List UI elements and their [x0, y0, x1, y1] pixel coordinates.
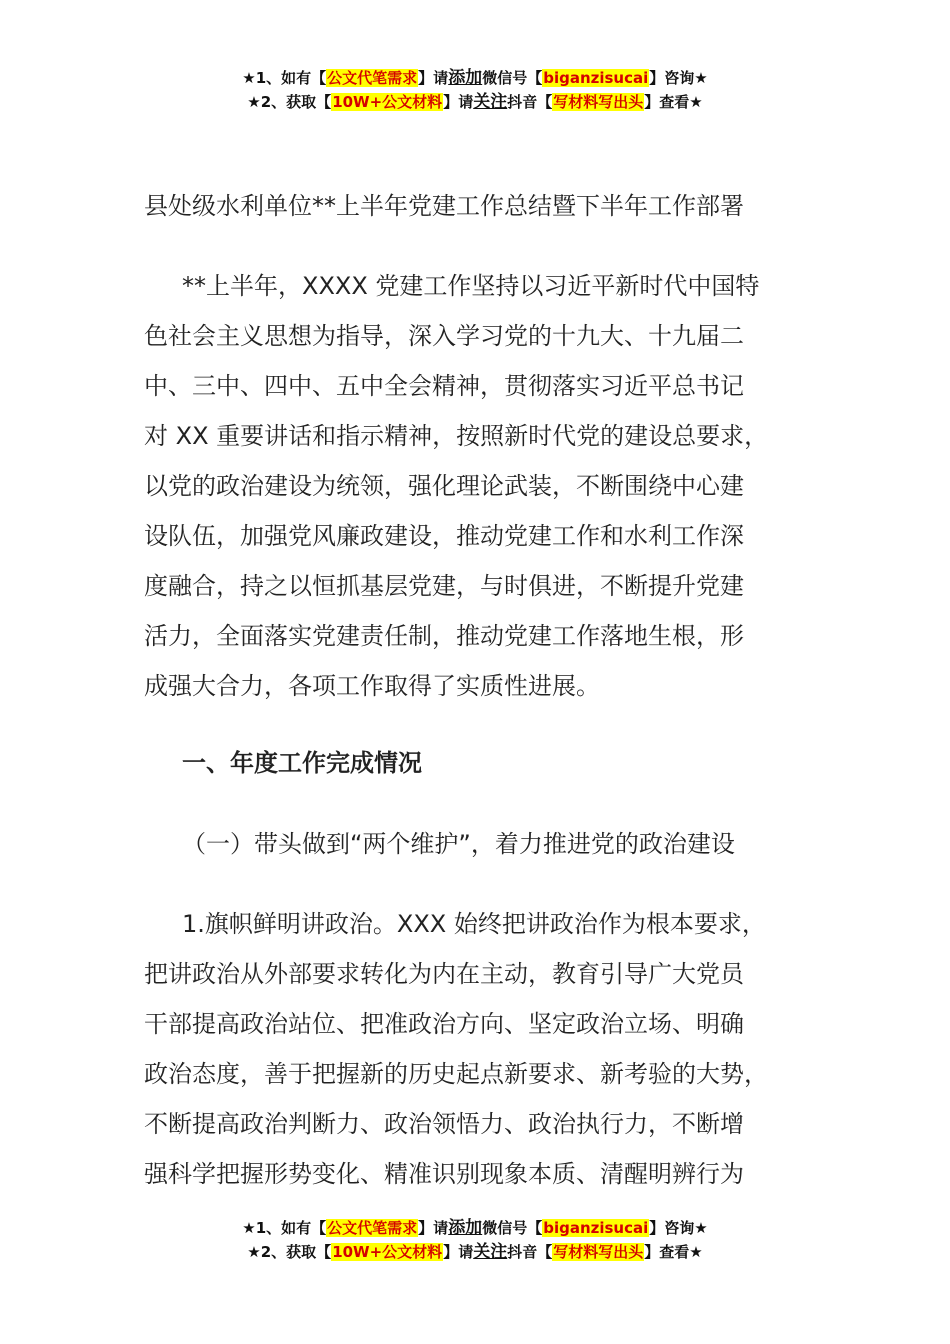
paragraph-line: **上半年，XXXX 党建工作坚持以习近平新时代中国特 [182, 272, 760, 300]
banner-text: ★2、获取【 [247, 93, 332, 111]
banner-highlight-douyin: 写材料写出头 [553, 93, 644, 111]
banner-text: 】请 [443, 1243, 474, 1261]
banner-text: 抖音【 [507, 93, 553, 111]
banner-text: 抖音【 [507, 1243, 553, 1261]
paragraph-line: 色社会主义思想为指导，深入学习党的十九大、十九届二 [144, 322, 744, 350]
banner-text: 】查看★ [644, 93, 703, 111]
banner-text: ★2、获取【 [247, 1243, 332, 1261]
paragraph-line: 不断提高政治判断力、政治领悟力、政治执行力，不断增 [144, 1110, 744, 1138]
banner-underlined-text: 关注 [473, 1242, 508, 1262]
paragraph-line: 政治态度，善于把握新的历史起点新要求、新考验的大势， [144, 1060, 768, 1088]
banner-highlight-service: 公文代笔需求 [327, 69, 418, 87]
banner-underlined-text: 添加 [448, 1218, 483, 1238]
section-heading: 一、年度工作完成情况 [182, 749, 422, 777]
banner-underlined-text: 添加 [448, 68, 483, 88]
banner-underlined-text: 关注 [473, 92, 508, 112]
paragraph-line: 对 XX 重要讲话和指示精神，按照新时代党的建设总要求， [144, 422, 769, 450]
banner-line-1 [0, 66, 950, 90]
banner-line-2 [0, 1240, 950, 1264]
intro-paragraph [144, 261, 806, 711]
banner-text: 】请 [418, 1219, 449, 1237]
paragraph-line: 1.旗帜鲜明讲政治。XXX 始终把讲政治作为根本要求， [182, 910, 766, 938]
banner-line-2 [0, 90, 950, 114]
paragraph-line: 以党的政治建设为统领，强化理论武装，不断围绕中心建 [144, 472, 744, 500]
paragraph-line: 度融合，持之以恒抓基层党建，与时俱进，不断提升党建 [144, 572, 744, 600]
paragraph-line: 成强大合力，各项工作取得了实质性进展。 [144, 672, 600, 700]
banner-highlight-douyin: 写材料写出头 [553, 1243, 644, 1261]
banner-text: 】请 [443, 93, 474, 111]
paragraph-line: 设队伍，加强党风廉政建设，推动党建工作和水利工作深 [144, 522, 744, 550]
banner-highlight-wechat-id: biganzisucai [543, 69, 649, 87]
item-paragraph [144, 899, 806, 1199]
paragraph-line: 中、三中、四中、五中全会精神，贯彻落实习近平总书记 [144, 372, 744, 400]
banner-text: ★1、如有【 [242, 1219, 327, 1237]
paragraph-line: 强科学把握形势变化、精准识别现象本质、清醒明辨行为 [144, 1160, 744, 1188]
paragraph-line: 活力，全面落实党建责任制，推动党建工作落地生根，形 [144, 622, 744, 650]
footer-banner [0, 1216, 950, 1264]
banner-text: 微信号【 [482, 1219, 543, 1237]
banner-text: 微信号【 [482, 69, 543, 87]
banner-text: 】请 [418, 69, 449, 87]
banner-highlight-service: 公文代笔需求 [327, 1219, 418, 1237]
document-title: 县处级水利单位**上半年党建工作总结暨下半年工作部署 [144, 192, 744, 220]
subsection-heading: （一）带头做到“两个维护”，着力推进党的政治建设 [182, 830, 735, 858]
banner-text: ★1、如有【 [242, 69, 327, 87]
paragraph-line: 干部提高政治站位、把准政治方向、坚定政治立场、明确 [144, 1010, 744, 1038]
banner-text: 】查看★ [644, 1243, 703, 1261]
banner-line-1 [0, 1216, 950, 1240]
banner-text: 】咨询★ [649, 1219, 708, 1237]
banner-text: 】咨询★ [649, 69, 708, 87]
banner-highlight-wechat-id: biganzisucai [543, 1219, 649, 1237]
header-banner [0, 66, 950, 114]
banner-highlight-materials: 10W+公文材料 [332, 1243, 443, 1261]
paragraph-line: 把讲政治从外部要求转化为内在主动，教育引导广大党员 [144, 960, 744, 988]
banner-highlight-materials: 10W+公文材料 [332, 93, 443, 111]
